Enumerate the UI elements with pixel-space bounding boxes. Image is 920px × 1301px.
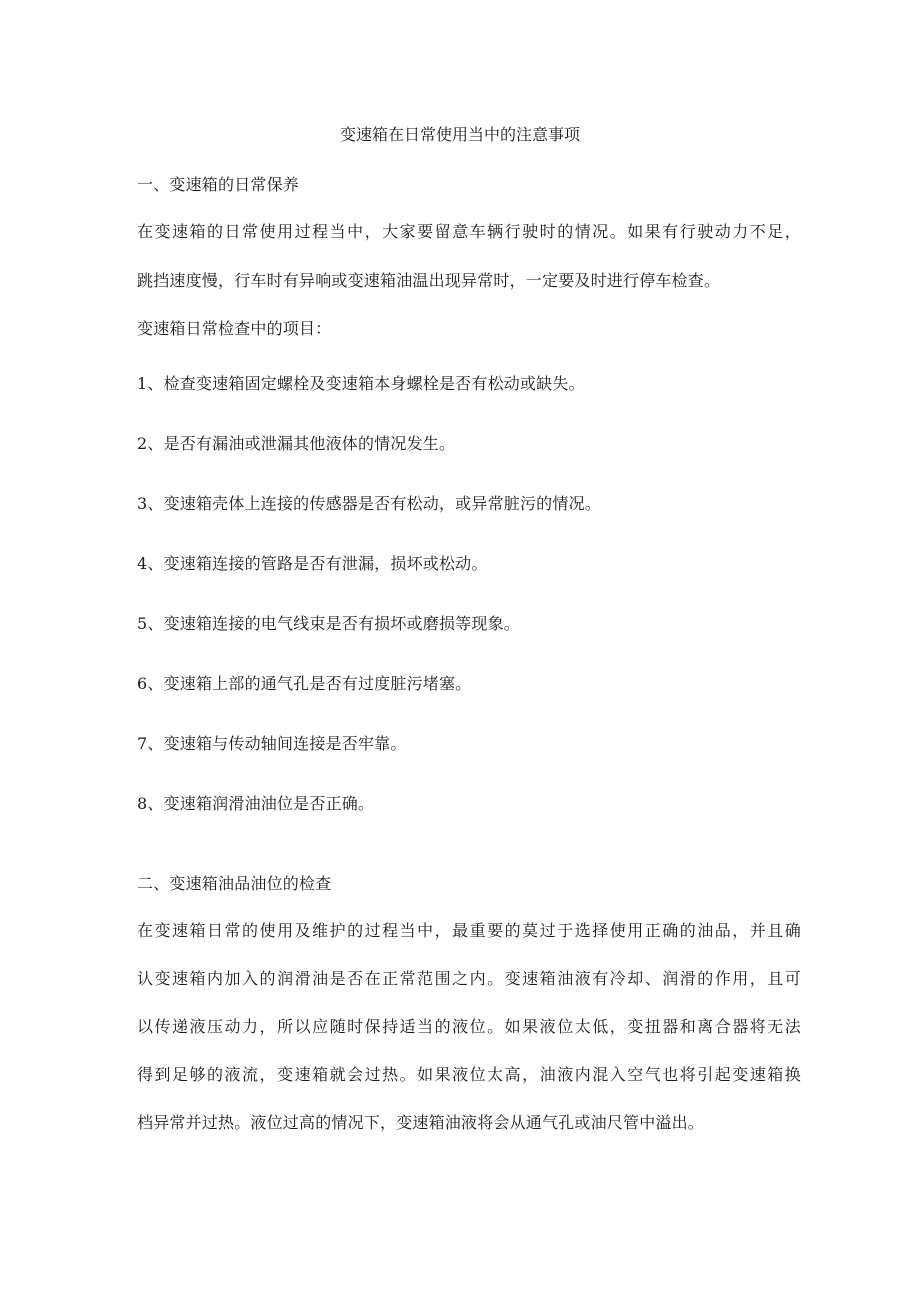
- section2-paragraph-line: 在变速箱日常的使用及维护的过程当中，最重要的莫过于选择使用正确的油品，并且确: [137, 921, 801, 940]
- checklist-item: 8、变速箱润滑油油位是否正确。: [137, 794, 375, 813]
- section2-paragraph-line: 档异常并过热。液位过高的情况下，变速箱油液将会从通气孔或油尺管中溢出。: [137, 1113, 705, 1132]
- section1-paragraph-line: 跳挡速度慢，行车时有异响或变速箱油温出现异常时，一定要及时进行停车检查。: [137, 271, 721, 290]
- section2-heading: 二、变速箱油品油位的检查: [137, 874, 332, 893]
- document-title: 变速箱在日常使用当中的注意事项: [339, 125, 580, 144]
- section1-heading: 一、变速箱的日常保养: [137, 175, 300, 194]
- section2-paragraph-line: 以传递液压动力，所以应随时保持适当的液位。如果液位太低，变扭器和离合器将无法: [137, 1017, 801, 1036]
- checklist-item: 6、变速箱上部的通气孔是否有过度脏污堵塞。: [137, 674, 472, 693]
- checklist-item: 5、变速箱连接的电气线束是否有损坏或磨损等现象。: [137, 614, 520, 633]
- checklist-item: 3、变速箱壳体上连接的传感器是否有松动，或异常脏污的情况。: [137, 494, 601, 513]
- checklist-item: 2、是否有漏油或泄漏其他液体的情况发生。: [137, 434, 456, 453]
- checklist-item: 1、检查变速箱固定螺栓及变速箱本身螺栓是否有松动或缺失。: [137, 374, 585, 393]
- section2-paragraph-line: 认变速箱内加入的润滑油是否在正常范围之内。变速箱油液有冷却、润滑的作用，且可: [137, 969, 801, 988]
- checklist-item: 7、变速箱与传动轴间连接是否牢靠。: [137, 734, 407, 753]
- checklist-intro: 变速箱日常检查中的项目：: [137, 319, 332, 338]
- checklist-item: 4、变速箱连接的管路是否有泄漏，损坏或松动。: [137, 554, 488, 573]
- section2-paragraph-line: 得到足够的液流，变速箱就会过热。如果液位太高，油液内混入空气也将引起变速箱换: [137, 1065, 801, 1084]
- section1-paragraph-line: 在变速箱的日常使用过程当中，大家要留意车辆行驶时的情况。如果有行驶动力不足，: [137, 222, 801, 241]
